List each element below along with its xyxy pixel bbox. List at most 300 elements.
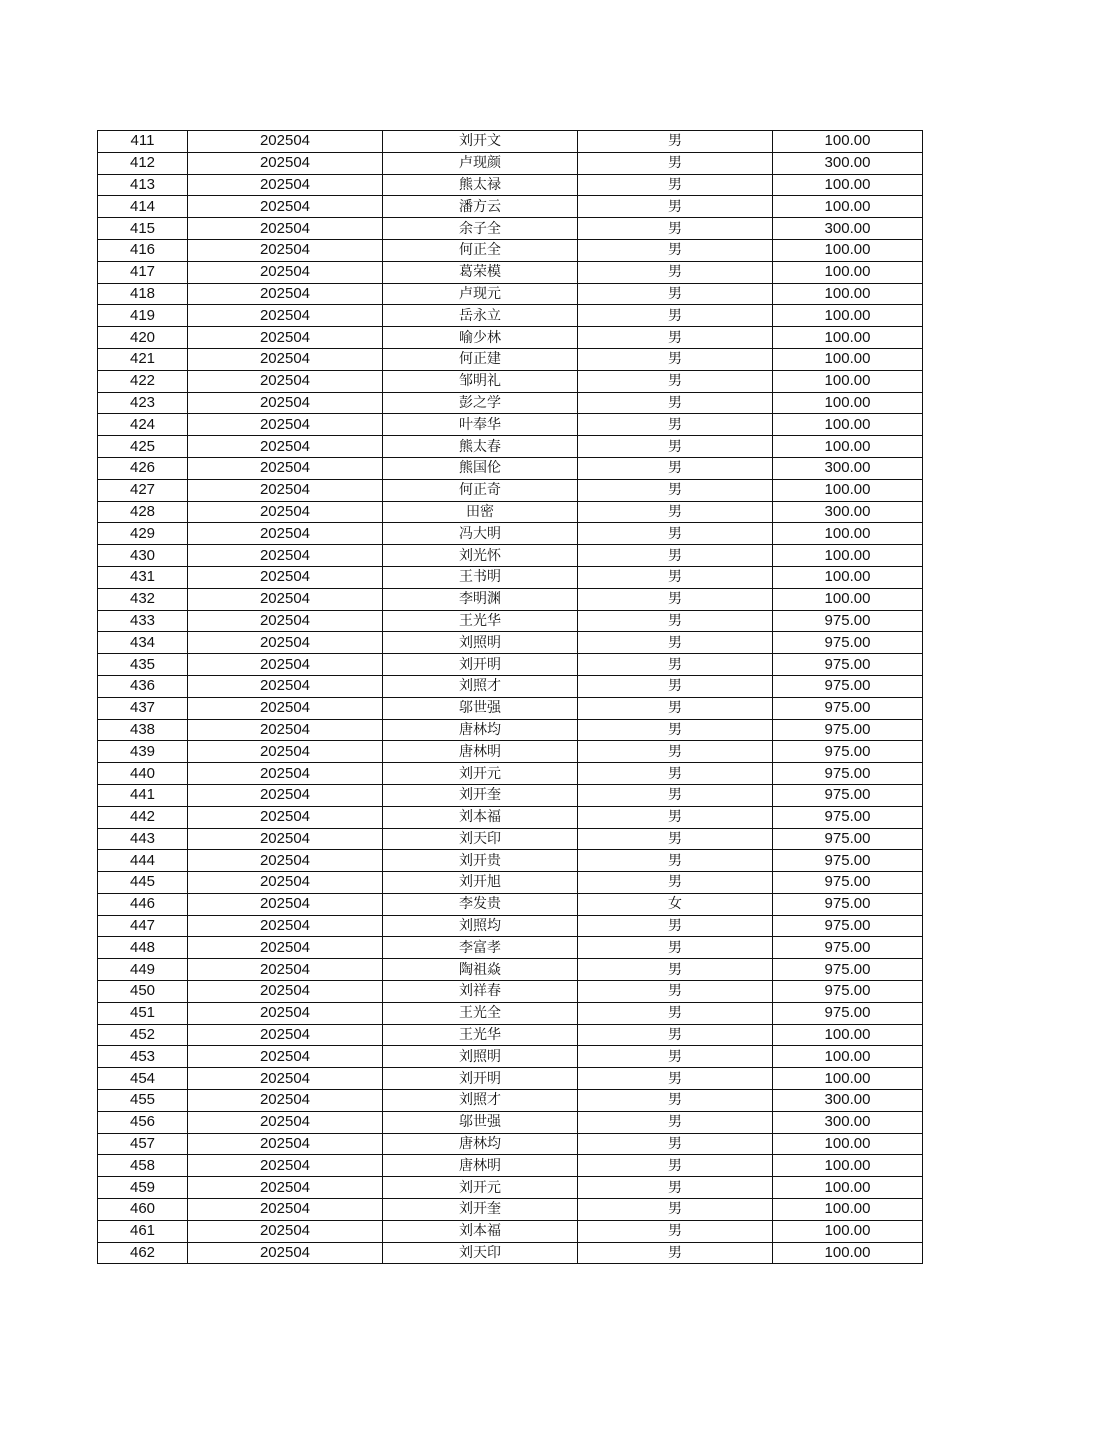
name-cell: 唐林均 xyxy=(383,1133,578,1155)
sex-cell: 男 xyxy=(578,850,773,872)
row-number-cell: 433 xyxy=(98,610,188,632)
sex-cell: 男 xyxy=(578,959,773,981)
table-row xyxy=(98,1024,923,1046)
name-cell: 刘照才 xyxy=(383,1090,578,1112)
amount-cell: 100.00 xyxy=(773,1155,923,1177)
sex-cell: 男 xyxy=(578,196,773,218)
row-number-cell: 449 xyxy=(98,959,188,981)
row-number-cell: 423 xyxy=(98,392,188,414)
table-row xyxy=(98,1090,923,1112)
table-row xyxy=(98,501,923,523)
sex-cell: 男 xyxy=(578,414,773,436)
sex-cell: 男 xyxy=(578,348,773,370)
amount-cell: 100.00 xyxy=(773,545,923,567)
row-number-cell: 450 xyxy=(98,981,188,1003)
row-number-cell: 446 xyxy=(98,893,188,915)
row-number-cell: 440 xyxy=(98,763,188,785)
period-cell: 202504 xyxy=(188,327,383,349)
period-cell: 202504 xyxy=(188,479,383,501)
sex-cell: 男 xyxy=(578,370,773,392)
period-cell: 202504 xyxy=(188,1090,383,1112)
row-number-cell: 462 xyxy=(98,1242,188,1264)
period-cell: 202504 xyxy=(188,632,383,654)
row-number-cell: 442 xyxy=(98,806,188,828)
period-cell: 202504 xyxy=(188,1242,383,1264)
table-row xyxy=(98,566,923,588)
period-cell: 202504 xyxy=(188,1002,383,1024)
sex-cell: 男 xyxy=(578,763,773,785)
name-cell: 何正全 xyxy=(383,239,578,261)
name-cell: 刘开奎 xyxy=(383,784,578,806)
name-cell: 何正建 xyxy=(383,348,578,370)
name-cell: 刘照明 xyxy=(383,1046,578,1068)
sex-cell: 男 xyxy=(578,806,773,828)
name-cell: 邬世强 xyxy=(383,697,578,719)
row-number-cell: 427 xyxy=(98,479,188,501)
table-row xyxy=(98,1199,923,1221)
name-cell: 李明渊 xyxy=(383,588,578,610)
sex-cell: 男 xyxy=(578,1220,773,1242)
table-row xyxy=(98,1155,923,1177)
period-cell: 202504 xyxy=(188,501,383,523)
row-number-cell: 425 xyxy=(98,436,188,458)
name-cell: 刘照明 xyxy=(383,632,578,654)
name-cell: 何正奇 xyxy=(383,479,578,501)
table-row xyxy=(98,545,923,567)
name-cell: 邹明礼 xyxy=(383,370,578,392)
sex-cell: 男 xyxy=(578,283,773,305)
table-row xyxy=(98,610,923,632)
sex-cell: 男 xyxy=(578,784,773,806)
amount-cell: 100.00 xyxy=(773,436,923,458)
row-number-cell: 414 xyxy=(98,196,188,218)
sex-cell: 男 xyxy=(578,457,773,479)
row-number-cell: 434 xyxy=(98,632,188,654)
name-cell: 王光全 xyxy=(383,1002,578,1024)
period-cell: 202504 xyxy=(188,763,383,785)
sex-cell: 男 xyxy=(578,937,773,959)
name-cell: 陶祖焱 xyxy=(383,959,578,981)
period-cell: 202504 xyxy=(188,610,383,632)
period-cell: 202504 xyxy=(188,1068,383,1090)
subsidy-table xyxy=(97,130,923,1264)
sex-cell: 男 xyxy=(578,305,773,327)
sex-cell: 男 xyxy=(578,828,773,850)
amount-cell: 975.00 xyxy=(773,719,923,741)
period-cell: 202504 xyxy=(188,261,383,283)
amount-cell: 100.00 xyxy=(773,196,923,218)
sex-cell: 男 xyxy=(578,239,773,261)
period-cell: 202504 xyxy=(188,545,383,567)
amount-cell: 975.00 xyxy=(773,893,923,915)
sex-cell: 男 xyxy=(578,675,773,697)
period-cell: 202504 xyxy=(188,697,383,719)
name-cell: 刘开奎 xyxy=(383,1199,578,1221)
amount-cell: 975.00 xyxy=(773,741,923,763)
amount-cell: 100.00 xyxy=(773,479,923,501)
row-number-cell: 448 xyxy=(98,937,188,959)
period-cell: 202504 xyxy=(188,959,383,981)
name-cell: 王光华 xyxy=(383,1024,578,1046)
name-cell: 邬世强 xyxy=(383,1111,578,1133)
row-number-cell: 438 xyxy=(98,719,188,741)
name-cell: 彭之学 xyxy=(383,392,578,414)
table-row xyxy=(98,632,923,654)
sex-cell: 男 xyxy=(578,1242,773,1264)
amount-cell: 100.00 xyxy=(773,1024,923,1046)
amount-cell: 100.00 xyxy=(773,1220,923,1242)
period-cell: 202504 xyxy=(188,850,383,872)
name-cell: 潘方云 xyxy=(383,196,578,218)
sex-cell: 男 xyxy=(578,1068,773,1090)
table-row xyxy=(98,588,923,610)
period-cell: 202504 xyxy=(188,1046,383,1068)
amount-cell: 975.00 xyxy=(773,828,923,850)
name-cell: 余子全 xyxy=(383,218,578,240)
name-cell: 刘开文 xyxy=(383,131,578,153)
row-number-cell: 441 xyxy=(98,784,188,806)
name-cell: 唐林明 xyxy=(383,1155,578,1177)
amount-cell: 975.00 xyxy=(773,872,923,894)
row-number-cell: 457 xyxy=(98,1133,188,1155)
name-cell: 刘照均 xyxy=(383,915,578,937)
amount-cell: 100.00 xyxy=(773,239,923,261)
sex-cell: 男 xyxy=(578,566,773,588)
table-row xyxy=(98,981,923,1003)
period-cell: 202504 xyxy=(188,675,383,697)
amount-cell: 100.00 xyxy=(773,174,923,196)
row-number-cell: 420 xyxy=(98,327,188,349)
period-cell: 202504 xyxy=(188,239,383,261)
amount-cell: 100.00 xyxy=(773,1177,923,1199)
table-row xyxy=(98,1046,923,1068)
row-number-cell: 453 xyxy=(98,1046,188,1068)
amount-cell: 100.00 xyxy=(773,348,923,370)
period-cell: 202504 xyxy=(188,806,383,828)
sex-cell: 男 xyxy=(578,392,773,414)
table-row xyxy=(98,523,923,545)
table-row xyxy=(98,436,923,458)
table-row xyxy=(98,327,923,349)
sex-cell: 男 xyxy=(578,501,773,523)
period-cell: 202504 xyxy=(188,392,383,414)
row-number-cell: 455 xyxy=(98,1090,188,1112)
table-row xyxy=(98,414,923,436)
amount-cell: 975.00 xyxy=(773,959,923,981)
table-row xyxy=(98,370,923,392)
sex-cell: 男 xyxy=(578,1133,773,1155)
amount-cell: 975.00 xyxy=(773,981,923,1003)
name-cell: 刘天印 xyxy=(383,1242,578,1264)
table-row xyxy=(98,697,923,719)
amount-cell: 975.00 xyxy=(773,850,923,872)
name-cell: 卢现颜 xyxy=(383,152,578,174)
table-row xyxy=(98,283,923,305)
amount-cell: 100.00 xyxy=(773,1199,923,1221)
table-row xyxy=(98,1177,923,1199)
name-cell: 刘开明 xyxy=(383,654,578,676)
row-number-cell: 458 xyxy=(98,1155,188,1177)
table-row xyxy=(98,784,923,806)
period-cell: 202504 xyxy=(188,915,383,937)
table-row xyxy=(98,392,923,414)
sex-cell: 男 xyxy=(578,588,773,610)
period-cell: 202504 xyxy=(188,566,383,588)
amount-cell: 975.00 xyxy=(773,937,923,959)
row-number-cell: 422 xyxy=(98,370,188,392)
sex-cell: 男 xyxy=(578,1002,773,1024)
name-cell: 冯大明 xyxy=(383,523,578,545)
amount-cell: 975.00 xyxy=(773,784,923,806)
table-row xyxy=(98,348,923,370)
amount-cell: 100.00 xyxy=(773,1133,923,1155)
name-cell: 李发贵 xyxy=(383,893,578,915)
table-row xyxy=(98,479,923,501)
period-cell: 202504 xyxy=(188,174,383,196)
amount-cell: 300.00 xyxy=(773,1111,923,1133)
period-cell: 202504 xyxy=(188,828,383,850)
table-row xyxy=(98,937,923,959)
sex-cell: 男 xyxy=(578,1090,773,1112)
sex-cell: 男 xyxy=(578,545,773,567)
name-cell: 刘开明 xyxy=(383,1068,578,1090)
sex-cell: 男 xyxy=(578,436,773,458)
table-row xyxy=(98,174,923,196)
sex-cell: 男 xyxy=(578,479,773,501)
row-number-cell: 413 xyxy=(98,174,188,196)
table-row xyxy=(98,872,923,894)
amount-cell: 975.00 xyxy=(773,610,923,632)
table-row xyxy=(98,1068,923,1090)
sex-cell: 女 xyxy=(578,893,773,915)
name-cell: 李富孝 xyxy=(383,937,578,959)
period-cell: 202504 xyxy=(188,414,383,436)
amount-cell: 100.00 xyxy=(773,1068,923,1090)
period-cell: 202504 xyxy=(188,741,383,763)
row-number-cell: 418 xyxy=(98,283,188,305)
table-row xyxy=(98,828,923,850)
period-cell: 202504 xyxy=(188,1024,383,1046)
row-number-cell: 444 xyxy=(98,850,188,872)
amount-cell: 100.00 xyxy=(773,131,923,153)
row-number-cell: 424 xyxy=(98,414,188,436)
name-cell: 葛荣模 xyxy=(383,261,578,283)
period-cell: 202504 xyxy=(188,784,383,806)
name-cell: 刘本福 xyxy=(383,806,578,828)
row-number-cell: 447 xyxy=(98,915,188,937)
amount-cell: 975.00 xyxy=(773,697,923,719)
period-cell: 202504 xyxy=(188,893,383,915)
table-row xyxy=(98,305,923,327)
period-cell: 202504 xyxy=(188,283,383,305)
row-number-cell: 412 xyxy=(98,152,188,174)
name-cell: 刘开元 xyxy=(383,1177,578,1199)
amount-cell: 100.00 xyxy=(773,566,923,588)
name-cell: 田密 xyxy=(383,501,578,523)
amount-cell: 975.00 xyxy=(773,675,923,697)
period-cell: 202504 xyxy=(188,523,383,545)
sex-cell: 男 xyxy=(578,1024,773,1046)
sex-cell: 男 xyxy=(578,152,773,174)
sex-cell: 男 xyxy=(578,610,773,632)
name-cell: 刘照才 xyxy=(383,675,578,697)
sex-cell: 男 xyxy=(578,261,773,283)
amount-cell: 100.00 xyxy=(773,283,923,305)
period-cell: 202504 xyxy=(188,131,383,153)
amount-cell: 100.00 xyxy=(773,370,923,392)
amount-cell: 975.00 xyxy=(773,654,923,676)
table-row xyxy=(98,1133,923,1155)
period-cell: 202504 xyxy=(188,457,383,479)
table-row xyxy=(98,1111,923,1133)
name-cell: 刘开旭 xyxy=(383,872,578,894)
table-row xyxy=(98,915,923,937)
name-cell: 刘开元 xyxy=(383,763,578,785)
row-number-cell: 415 xyxy=(98,218,188,240)
amount-cell: 100.00 xyxy=(773,261,923,283)
row-number-cell: 461 xyxy=(98,1220,188,1242)
row-number-cell: 432 xyxy=(98,588,188,610)
period-cell: 202504 xyxy=(188,1133,383,1155)
table-row xyxy=(98,1242,923,1264)
name-cell: 刘光怀 xyxy=(383,545,578,567)
table-row xyxy=(98,152,923,174)
row-number-cell: 428 xyxy=(98,501,188,523)
period-cell: 202504 xyxy=(188,1155,383,1177)
sex-cell: 男 xyxy=(578,872,773,894)
amount-cell: 975.00 xyxy=(773,632,923,654)
period-cell: 202504 xyxy=(188,981,383,1003)
row-number-cell: 431 xyxy=(98,566,188,588)
period-cell: 202504 xyxy=(188,218,383,240)
name-cell: 岳永立 xyxy=(383,305,578,327)
row-number-cell: 436 xyxy=(98,675,188,697)
sex-cell: 男 xyxy=(578,1111,773,1133)
table-row xyxy=(98,763,923,785)
sex-cell: 男 xyxy=(578,1199,773,1221)
amount-cell: 300.00 xyxy=(773,152,923,174)
period-cell: 202504 xyxy=(188,1177,383,1199)
table-row xyxy=(98,218,923,240)
amount-cell: 100.00 xyxy=(773,1242,923,1264)
name-cell: 唐林均 xyxy=(383,719,578,741)
period-cell: 202504 xyxy=(188,370,383,392)
table-row xyxy=(98,239,923,261)
name-cell: 王光华 xyxy=(383,610,578,632)
name-cell: 刘祥春 xyxy=(383,981,578,1003)
sex-cell: 男 xyxy=(578,741,773,763)
period-cell: 202504 xyxy=(188,937,383,959)
amount-cell: 975.00 xyxy=(773,915,923,937)
sex-cell: 男 xyxy=(578,697,773,719)
row-number-cell: 451 xyxy=(98,1002,188,1024)
sex-cell: 男 xyxy=(578,981,773,1003)
amount-cell: 100.00 xyxy=(773,305,923,327)
table-row xyxy=(98,719,923,741)
sex-cell: 男 xyxy=(578,1177,773,1199)
period-cell: 202504 xyxy=(188,348,383,370)
amount-cell: 300.00 xyxy=(773,501,923,523)
name-cell: 王书明 xyxy=(383,566,578,588)
row-number-cell: 460 xyxy=(98,1199,188,1221)
name-cell: 刘天印 xyxy=(383,828,578,850)
amount-cell: 100.00 xyxy=(773,327,923,349)
row-number-cell: 417 xyxy=(98,261,188,283)
table-row xyxy=(98,1220,923,1242)
name-cell: 熊太春 xyxy=(383,436,578,458)
period-cell: 202504 xyxy=(188,1111,383,1133)
period-cell: 202504 xyxy=(188,152,383,174)
table-row xyxy=(98,131,923,153)
sex-cell: 男 xyxy=(578,915,773,937)
name-cell: 刘开贵 xyxy=(383,850,578,872)
amount-cell: 100.00 xyxy=(773,392,923,414)
sex-cell: 男 xyxy=(578,327,773,349)
row-number-cell: 426 xyxy=(98,457,188,479)
name-cell: 卢现元 xyxy=(383,283,578,305)
table-row xyxy=(98,261,923,283)
sex-cell: 男 xyxy=(578,218,773,240)
row-number-cell: 443 xyxy=(98,828,188,850)
table-row xyxy=(98,806,923,828)
row-number-cell: 437 xyxy=(98,697,188,719)
row-number-cell: 445 xyxy=(98,872,188,894)
sex-cell: 男 xyxy=(578,632,773,654)
period-cell: 202504 xyxy=(188,719,383,741)
period-cell: 202504 xyxy=(188,588,383,610)
sex-cell: 男 xyxy=(578,174,773,196)
table-row xyxy=(98,675,923,697)
row-number-cell: 459 xyxy=(98,1177,188,1199)
sex-cell: 男 xyxy=(578,1155,773,1177)
row-number-cell: 435 xyxy=(98,654,188,676)
name-cell: 唐林明 xyxy=(383,741,578,763)
name-cell: 熊太禄 xyxy=(383,174,578,196)
period-cell: 202504 xyxy=(188,1199,383,1221)
row-number-cell: 411 xyxy=(98,131,188,153)
row-number-cell: 421 xyxy=(98,348,188,370)
period-cell: 202504 xyxy=(188,436,383,458)
row-number-cell: 430 xyxy=(98,545,188,567)
table-body xyxy=(98,131,923,1264)
amount-cell: 975.00 xyxy=(773,1002,923,1024)
row-number-cell: 439 xyxy=(98,741,188,763)
amount-cell: 300.00 xyxy=(773,218,923,240)
row-number-cell: 454 xyxy=(98,1068,188,1090)
amount-cell: 975.00 xyxy=(773,763,923,785)
name-cell: 喻少林 xyxy=(383,327,578,349)
table-row xyxy=(98,457,923,479)
sex-cell: 男 xyxy=(578,1046,773,1068)
table-row xyxy=(98,1002,923,1024)
table-row xyxy=(98,850,923,872)
table-row xyxy=(98,196,923,218)
period-cell: 202504 xyxy=(188,305,383,327)
period-cell: 202504 xyxy=(188,872,383,894)
amount-cell: 100.00 xyxy=(773,414,923,436)
amount-cell: 975.00 xyxy=(773,806,923,828)
row-number-cell: 419 xyxy=(98,305,188,327)
sex-cell: 男 xyxy=(578,131,773,153)
table-row xyxy=(98,741,923,763)
table-row xyxy=(98,893,923,915)
sex-cell: 男 xyxy=(578,523,773,545)
name-cell: 熊国伦 xyxy=(383,457,578,479)
amount-cell: 100.00 xyxy=(773,523,923,545)
row-number-cell: 456 xyxy=(98,1111,188,1133)
period-cell: 202504 xyxy=(188,196,383,218)
name-cell: 叶奉华 xyxy=(383,414,578,436)
